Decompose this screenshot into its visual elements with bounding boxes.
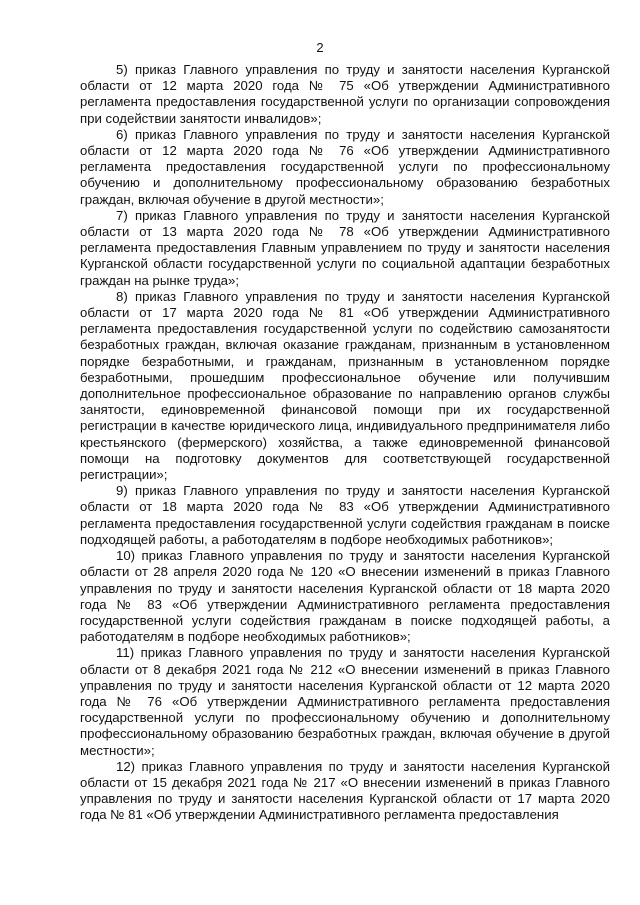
list-item-7: 7) приказ Главного управления по труду и занятости населения Курганской области от 13 марта 2020 года № 78 «Об утверждении Административного регламента предоставления Главным управлением по труду и занятости населения Курганской области государственной услуги по социальной адаптации безработных граждан на рынке труда»; bbox=[80, 207, 610, 288]
document-body bbox=[80, 62, 610, 824]
list-item-9: 9) приказ Главного управления по труду и занятости населения Курганской области от 18 марта 2020 года № 83 «Об утверждении Административного регламента предоставления государственной услуги содействия гражданам в поиске подходящей работы, а работодателям в подборе необходимых работников»; bbox=[80, 483, 610, 547]
list-item-12: 12) приказ Главного управления по труду и занятости населения Курганской области от 15 декабря 2021 года № 217 «О внесении изменений в приказ Главного управления по труду и занятости населения Курганской области от 17 марта 2020 года № 81 «Об утверждении Административного регламента предоставления bbox=[80, 758, 610, 823]
list-item-5: 5) приказ Главного управления по труду и занятости населения Курганской области от 12 марта 2020 года № 75 «Об утверждении Административного регламента предоставления государственной услуги по организации сопровождения при содействии занятости инвалидов»; bbox=[80, 62, 610, 126]
list-item-6: 6) приказ Главного управления по труду и занятости населения Курганской области от 12 марта 2020 года № 76 «Об утверждении Административного регламента предоставления государственной услуги по профессиональному обучению и дополнительному профессиональному образованию безработных граждан, включая обучение в другой местности»; bbox=[80, 126, 610, 207]
list-item-11: 11) приказ Главного управления по труду и занятости населения Курганской области от 8 декабря 2021 года № 212 «О внесении изменений в приказ Главного управления по труду и занятости населения Курганской области от 12 марта 2020 года № 76 «Об утверждении Административного регламента предоставления государственной услуги по профессиональному обучению и дополнительному профессиональному образованию безработных граждан, включая обучение в другой местности»; bbox=[80, 645, 610, 758]
list-item-10: 10) приказ Главного управления по труду и занятости населения Курганской области от 28 апреля 2020 года № 120 «О внесении изменений в приказ Главного управления по труду и занятости населения Курганской области от 18 марта 2020 года № 83 «Об утверждении Административного регламента предоставления государственной услуги содействия гражданам в поиске подходящей работы, а работодателям в подборе необходимых работников»; bbox=[80, 548, 610, 645]
page-number: 2 bbox=[316, 40, 324, 55]
list-item-8: 8) приказ Главного управления по труду и занятости населения Курганской области от 17 марта 2020 года № 81 «Об утверждении Административного регламента предоставления государственной услуги по содействию самозанятости безработных граждан, включая оказание гражданам, признанным в установленном порядке безработными, и гражданам, признанным в установленном порядке безработными, прошедшим профессиональное обучение или получившим дополнительное профессиональное образование по направлению органов службы занятости, единовременной финансовой помощи при их государственной регистрации в качестве юридического лица, индивидуального предпринимателя либо крестьянского (фермерского) хозяйства, а также единовременной финансовой помощи на подготовку документов для соответствующей государственной регистрации»; bbox=[80, 288, 610, 483]
